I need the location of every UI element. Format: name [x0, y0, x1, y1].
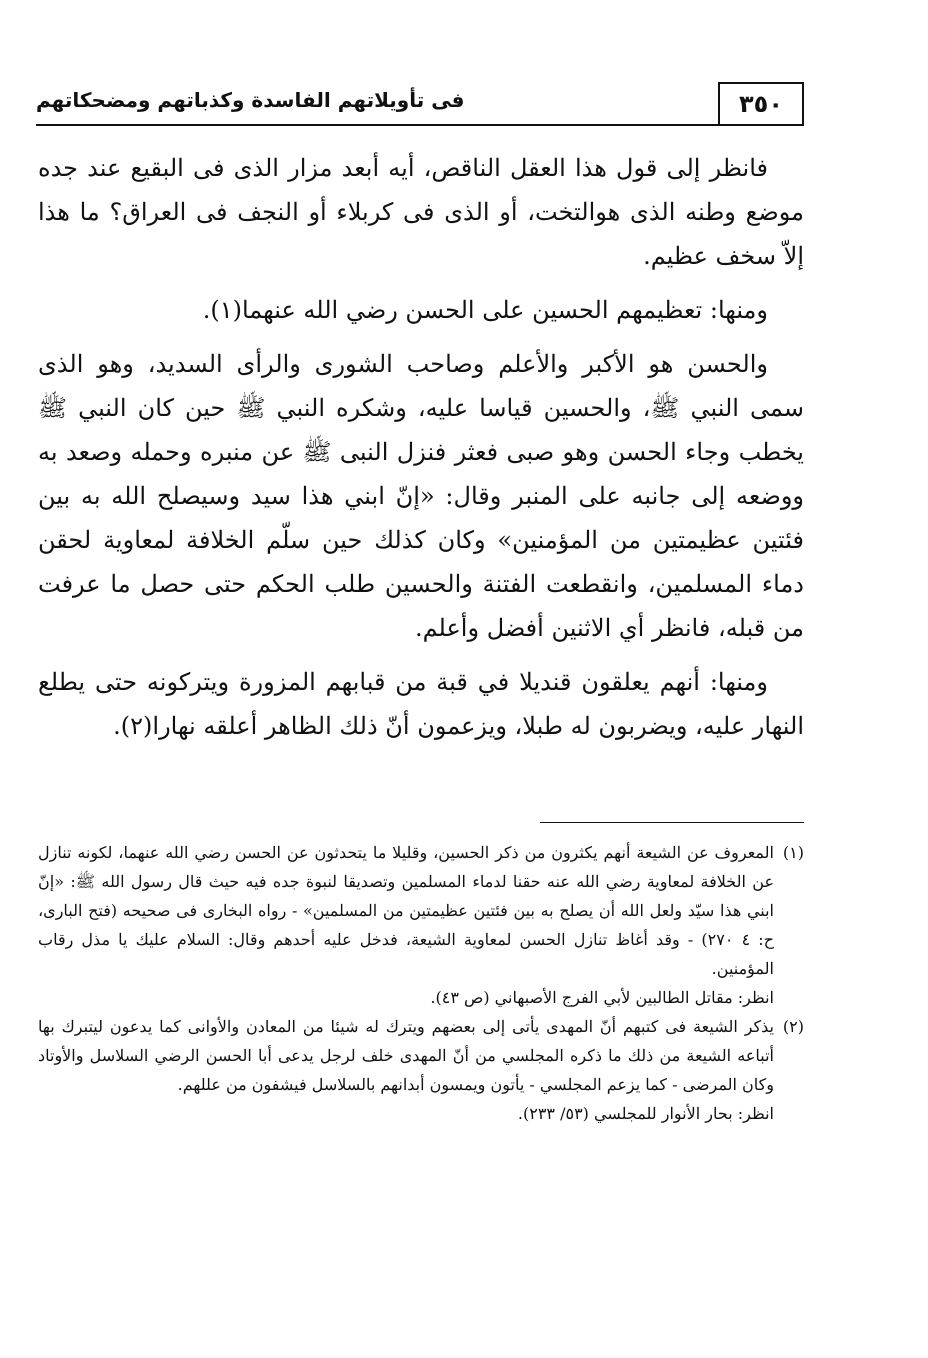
running-title: فى تأويلاتهم الفاسدة وكذباتهم ومضحكاتهم: [36, 88, 465, 112]
paragraph: والحسن هو الأكبر والأعلم وصاحب الشورى والرأى السديد، وهو الذى سمى النبي ﷺ، والحسين قياسا عليه، وشكره النبي ﷺ حين كان النبي ﷺ يخطب وجاء الحسن وهو صبى فعثر فنزل النبى ﷺ عن منبره وحمله وصعد به ووضعه إلى جانبه على المنبر وقال: «إنّ ابني هذا سيد وسيصلح الله به بين فئتين عظيمتين من المؤمنين» وكان كذلك حين سلّم الخلافة لمعاوية لحقن دماء المسلمين، وانقطعت الفتنة والحسين طلب الحكم حتى حصل ما عرفت من قبله، فانظر أي الاثنين أفضل وأعلم.: [38, 350, 805, 642]
footnote-separator: [540, 822, 804, 823]
footnote-reference: انظر: مقاتل الطالبين لأبي الفرج الأصبهاني (ص ٤٣).: [430, 988, 774, 1007]
footnote-number: (٢): [782, 1017, 804, 1036]
paragraph: ومنها: أنهم يعلقون قنديلا في قبة من قبابهم المزورة ويتركونه حتى يطلع النهار عليه، ويضربون له طبلا، ويزعمون أنّ ذلك الظاهر أعلقه نهارا(٢).: [38, 668, 804, 740]
paragraph: ومنها: تعظيمهم الحسين على الحسن رضي الله عنهما(١).: [202, 296, 768, 324]
footnote-text: المعروف عن الشيعة أنهم يكثرون من ذكر الحسين، وقليلا ما يتحدثون عن الحسن رضي الله عنهما، لكونه تنازل عن الخلافة لمعاوية رضي الله عنه حقنا لدماء المسلمين وتصديقا لنبوة جده فيه حيث قال رسول الله ﷺ: «إنّ ابني هذا سيّد ولعل الله أن يصلح به بين فئتين عظيمتين من المسلمين» - رواه البخارى فى صحيحه (فتح البارى، ح: ٤ ٢٧٠) - وقد أغاظ تنازل الحسن لمعاوية الشيعة، فدخل عليه أحدهم وقال: السلام عليك يا مذل رقاب المؤمنين.: [38, 843, 775, 978]
footnote-reference: انظر: بحار الأنوار للمجلسي (٥٣/ ٢٣٣).: [517, 1104, 774, 1123]
footnote-1: [38, 838, 804, 1012]
page-number: ٣٥٠: [718, 82, 804, 124]
footnote-text: يذكر الشيعة فى كتبهم أنّ المهدى يأتى إلى بعضهم ويترك له شيئا من المعادن والأوانى كما يدعون ليتبرك بها أتباعه الشيعة من ذلك ما ذكره المجلسي من أنّ المهدى خلف لرجل يدعى أبا الحسن الرضي السلاسل والأوتاد وكان المرضى - كما يزعم المجلسي - يأتون ويمسون أبدانهم بالسلاسل فيشفون من عللهم.: [38, 1017, 775, 1094]
footnotes: [38, 838, 804, 1128]
paragraph: فانظر إلى قول هذا العقل الناقص، أيه أبعد مزار الذى فى البقيع عند جده موضع وطنه الذى هوالتخت، أو الذى فى كربلاء أو النجف فى العراق؟ ما هذا إلاّ سخف عظيم.: [38, 154, 804, 270]
footnote-number: (١): [782, 843, 804, 862]
footnote-2: [38, 1012, 804, 1128]
page-header: [36, 82, 804, 126]
main-text: [38, 146, 804, 758]
